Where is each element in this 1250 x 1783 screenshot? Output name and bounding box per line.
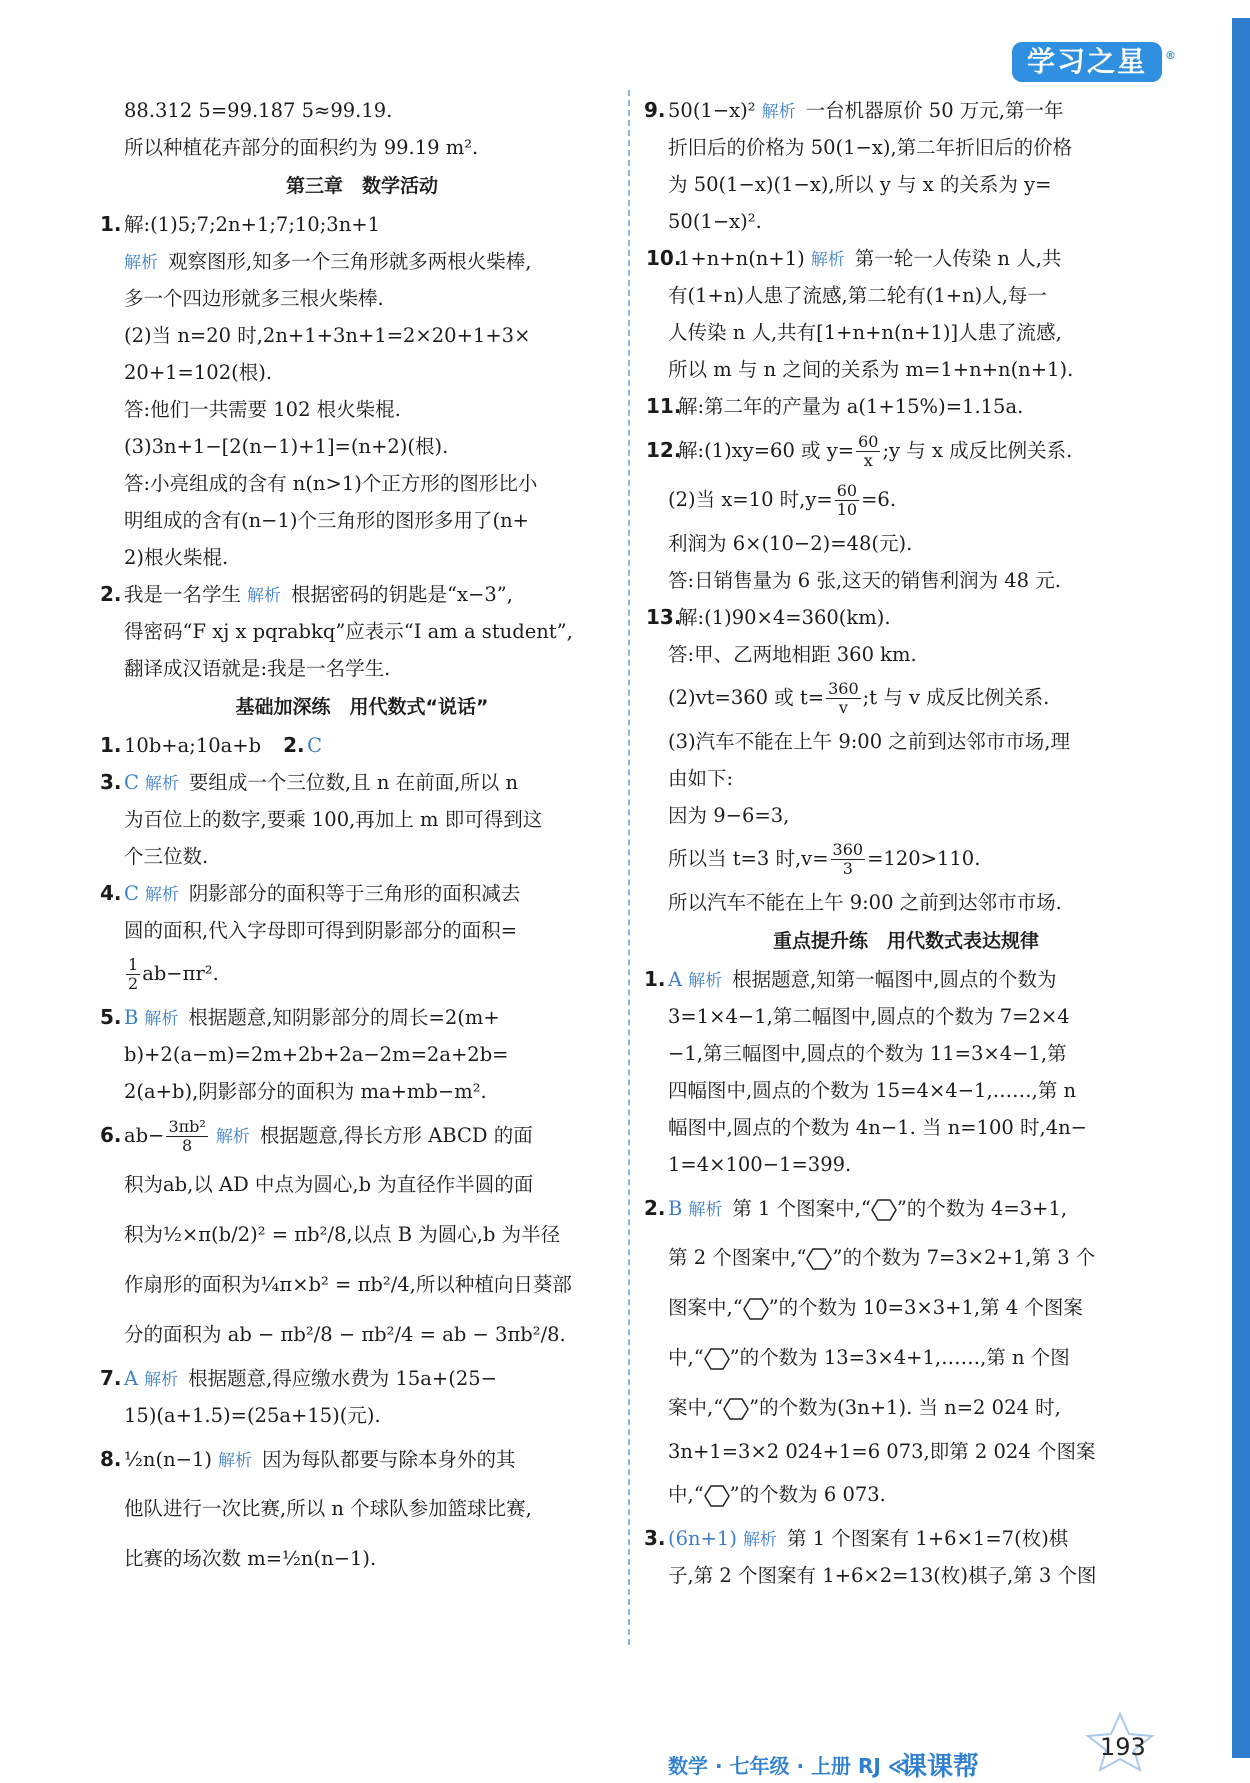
text-line: 四幅图中,圆点的个数为 15=4×4−1,……,第 n — [668, 1079, 1077, 1102]
text-line: 圆的面积,代入字母即可得到阴影部分的面积= — [124, 919, 518, 942]
text-line: 解析 观察图形,知多一个三角形就多两根火柴棒, — [124, 250, 532, 273]
fraction: $\frac{60}{10}$ — [836, 481, 858, 519]
text-line: 子,第 2 个图案有 1+6×2=13(枚)棋子,第 3 个图 — [668, 1564, 1097, 1587]
question-1: 1. 解:(1)5;7;2n+1;7;10;3n+1 — [100, 212, 380, 236]
text-line: 20+1=102(根). — [124, 361, 273, 384]
text-line: 答:日销售量为 6 张,这天的销售利润为 48 元. — [668, 569, 1061, 592]
text-line: 个三位数. — [124, 845, 209, 868]
question-s1: 1. 10b+a;10a+b 2. C — [100, 733, 323, 757]
text-line: 得密码“F xj x pqrabkq”应表示“I am a student”, — [124, 620, 573, 643]
text-line: −1,第三幅图中,圆点的个数为 11=3×4−1,第 — [668, 1042, 1067, 1065]
text-line: 积为½×π(b/2)² = πb²/8,以点 B 为圆心,b 为半径 — [124, 1223, 561, 1246]
analysis-tag: 解析 — [144, 1370, 179, 1390]
fraction: $\frac{360}{3}$ — [832, 840, 864, 878]
text-line: 15)(a+1.5)=(25a+15)(元). — [124, 1404, 381, 1427]
text-line: 幅图中,圆点的个数为 4n−1. 当 n=100 时,4n− — [668, 1116, 1088, 1139]
text-line: 分的面积为 ab − πb²/8 − πb²/4 = ab − 3πb²/8. — [124, 1323, 566, 1346]
column-divider — [628, 90, 630, 1645]
section-heading: 重点提升练 用代数式表达规律 — [772, 930, 1039, 952]
analysis-tag: 解析 — [144, 774, 179, 794]
text-line: 50(1−x)². — [668, 210, 762, 233]
text-line: (3)3n+1−[2(n−1)+1]=(n+2)(根). — [124, 435, 449, 458]
text-line: 1=4×100−1=399. — [668, 1153, 852, 1176]
side-color-bar — [1232, 18, 1250, 1758]
analysis-tag: 解析 — [144, 885, 179, 905]
hexagon-icon — [743, 1297, 769, 1321]
question-s6: 6. ab− $\frac{\text{3πb²}}{8}$ 解析 根据题意,得长方形 ABCD 的面 — [100, 1117, 533, 1155]
analysis-tag: 解析 — [217, 1451, 252, 1471]
question-r2: 2. B 解析 第 1 个图案中,“ ”的个数为 4=3+1, — [644, 1196, 1068, 1220]
text-line: 中,“ ”的个数为 6 073. — [668, 1483, 886, 1506]
text-line: 中,“ ”的个数为 13=3×4+1,……,第 n 个图 — [668, 1346, 1070, 1369]
text-line: 为 50(1−x)(1−x),所以 y 与 x 的关系为 y= — [668, 173, 1052, 196]
text-line: 作扇形的面积为¼π×b² = πb²/4,所以种植向日葵部 — [124, 1273, 572, 1296]
text-line: 3n+1=3×2 024+1=6 073,即第 2 024 个图案 — [668, 1440, 1096, 1463]
text-line: 有(1+n)人患了流感,第二轮有(1+n)人,每一 — [668, 284, 1047, 307]
analysis-tag: 解析 — [742, 1530, 777, 1550]
question-s8: 8. ½n(n−1) 解析 因为每队都要与除本身外的其 — [100, 1447, 516, 1471]
hexagon-icon — [704, 1484, 730, 1508]
text-line: 翻译成汉语就是:我是一名学生. — [124, 657, 391, 680]
fraction: $\frac{60}{x}$ — [858, 432, 879, 470]
question-2: 2. 我是一名学生 解析 根据密码的钥匙是“x−3”, — [100, 582, 513, 606]
text-line: 由如下: — [668, 767, 734, 790]
question-r1: 1. A 解析 根据题意,知第一幅图中,圆点的个数为 — [644, 967, 1057, 991]
fraction: $\frac{1}{2}$ — [128, 955, 139, 993]
question-13: 13.解:(1)90×4=360(km). — [646, 605, 891, 629]
book-subtitle: 数学 · 七年级 · 上册 RJ ≪ — [668, 1754, 909, 1778]
text-line: 为百位上的数字,要乘 100,再加上 m 即可得到这 — [124, 808, 543, 831]
text-line: b)+2(a−m)=2m+2b+2a−2m=2a+2b= — [124, 1043, 509, 1066]
text-line: 案中,“ ”的个数为(3n+1). 当 n=2 024 时, — [668, 1396, 1061, 1419]
chapter-heading: 第三章 数学活动 — [285, 175, 438, 197]
fraction: $\frac{\text{3πb²}}{8}$ — [168, 1117, 206, 1155]
analysis-tag: 解析 — [810, 250, 845, 270]
brand-name: 课课帮 — [901, 1752, 980, 1782]
analysis-tag: 解析 — [688, 1200, 723, 1220]
text-line: 因为 9−6=3, — [668, 804, 790, 827]
analysis-tag: 解析 — [247, 586, 282, 606]
question-s4: 4. C 解析 阴影部分的面积等于三角形的面积减去 — [100, 881, 521, 905]
text-line: 2)根火柴棍. — [124, 546, 229, 569]
text-line: (2)vt=360 或 t= $\frac{360}{v}$ ;t 与 v 成反比例关系. — [668, 679, 1050, 717]
text-line: 2(a+b),阴影部分的面积为 ma+mb−m². — [124, 1080, 487, 1103]
question-10: 10.1+n+n(n+1) 解析 第一轮一人传染 n 人,共 — [646, 246, 1062, 270]
text-line: 所以汽车不能在上午 9:00 之前到达邻市市场. — [668, 891, 1062, 914]
text-line: 第 2 个图案中,“ ”的个数为 7=3×2+1,第 3 个 — [668, 1246, 1096, 1269]
text-line: 答:他们一共需要 102 根火柴棍. — [124, 398, 401, 421]
text-line: 答:甲、乙两地相距 360 km. — [668, 643, 917, 666]
text-line: 明组成的含有(n−1)个三角形的图形多用了(n+ — [124, 509, 530, 532]
analysis-tag: 解析 — [144, 1009, 179, 1029]
question-s5: 5. B 解析 根据题意,知阴影部分的周长=2(m+ — [100, 1005, 500, 1029]
question-11: 11.解:第二年的产量为 a(1+15%)=1.15a. — [646, 394, 1024, 418]
hexagon-icon — [871, 1198, 897, 1222]
analysis-tag: 解析 — [761, 102, 796, 122]
hexagon-icon — [806, 1247, 832, 1271]
analysis-tag: 解析 — [124, 253, 158, 273]
hexagon-icon — [704, 1347, 730, 1371]
question-s7: 7. A 解析 根据题意,得应缴水费为 15a+(25− — [100, 1366, 498, 1390]
text-line: 所以种植花卉部分的面积约为 99.19 m². — [124, 136, 479, 159]
question-r3: 3. (6n+1) 解析 第 1 个图案有 1+6×1=7(枚)棋 — [644, 1526, 1069, 1550]
analysis-tag: 解析 — [688, 971, 723, 991]
question-9: 9. 50(1−x)² 解析 一台机器原价 50 万元,第一年 — [644, 98, 1064, 122]
brand-logo: 学习之星 ® — [1012, 42, 1162, 82]
right-column — [646, 92, 1166, 1594]
question-s3: 3. C 解析 要组成一个三位数,且 n 在前面,所以 n — [100, 770, 519, 794]
text-line: (2)当 x=10 时,y= $\frac{60}{10}$ =6. — [668, 481, 897, 519]
text-line: 所以 m 与 n 之间的关系为 m=1+n+n(n+1). — [668, 358, 1074, 381]
text-line: (2)当 n=20 时,2n+1+3n+1=2×20+1+3× — [124, 324, 531, 347]
analysis-tag: 解析 — [215, 1127, 250, 1147]
text-line: 多一个四边形就多三根火柴棒. — [124, 287, 384, 310]
text-line: 利润为 6×(10−2)=48(元). — [668, 532, 913, 555]
text-line: 比赛的场次数 m=½n(n−1). — [124, 1547, 377, 1570]
text-line: $\frac{1}{2}$ ab−πr². — [128, 955, 219, 993]
section-heading: 基础加深练 用代数式“说话” — [235, 696, 489, 718]
question-12: 12.解:(1)xy=60 或 y= $\frac{60}{x}$ ;y 与 x 成反比例关系. — [646, 432, 1073, 470]
text-line: 他队进行一次比赛,所以 n 个球队参加篮球比赛, — [124, 1497, 532, 1520]
text-line: 88.312 5=99.187 5≈99.19. — [124, 99, 393, 122]
text-line: 3=1×4−1,第二幅图中,圆点的个数为 7=2×4 — [668, 1005, 1070, 1028]
text-line: (3)汽车不能在上午 9:00 之前到达邻市市场,理 — [668, 730, 1071, 753]
text-line: 答:小亮组成的含有 n(n>1)个正方形的图形比小 — [124, 472, 538, 495]
text-line: 人传染 n 人,共有[1+n+n(n+1)]人患了流感, — [668, 321, 1062, 344]
page-number: 193 — [1100, 1733, 1146, 1761]
fraction: $\frac{360}{v}$ — [828, 679, 859, 717]
text-line: 折旧后的价格为 50(1−x),第二年折旧后的价格 — [668, 136, 1073, 159]
text-line: 图案中,“ ”的个数为 10=3×3+1,第 4 个图案 — [668, 1296, 1083, 1319]
text-line: 所以当 t=3 时,v= $\frac{360}{3}$ =120>110. — [668, 840, 981, 878]
text-line: 积为ab,以 AD 中点为圆心,b 为直径作半圆的面 — [124, 1173, 534, 1196]
hexagon-icon — [723, 1397, 749, 1421]
left-column — [102, 92, 622, 1584]
